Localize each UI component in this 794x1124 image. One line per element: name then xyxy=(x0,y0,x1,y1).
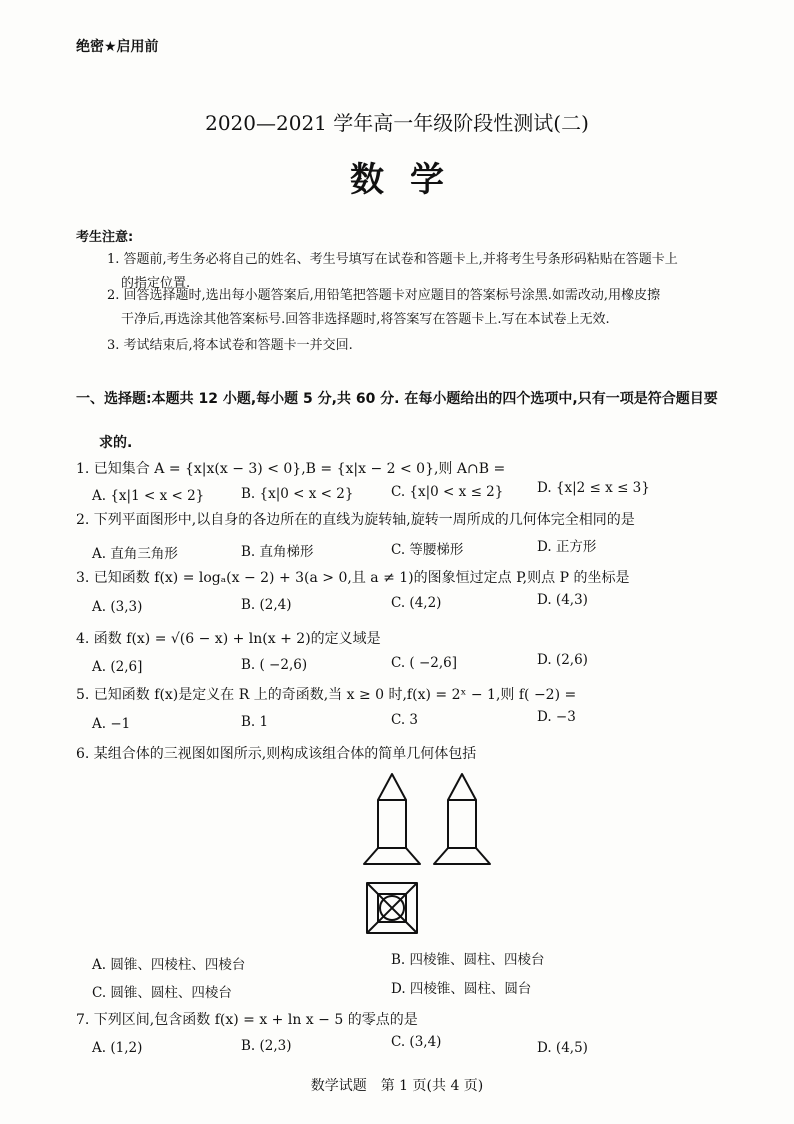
option-c: C. 圆锥、圆柱、四棱台 xyxy=(92,985,232,1001)
question-stem: 4. 函数 f(x) = √(6 − x) + ln(x + 2)的定义域是 xyxy=(76,631,381,647)
section-heading: 一、选择题:本题共 12 小题,每小题 5 分,共 60 分. 在每小题给出的四个选项中,只有一项是符合题目要 xyxy=(76,391,718,407)
subject-title: 数学 xyxy=(350,160,470,200)
option-d: D. −3 xyxy=(537,709,576,725)
question-stem: 5. 已知函数 f(x)是定义在 R 上的奇函数,当 x ≥ 0 时,f(x) = 2ˣ − 1,则 f( −2) = xyxy=(76,687,577,703)
option-c: C. 等腰梯形 xyxy=(391,542,464,558)
option-b: B. 直角梯形 xyxy=(241,544,314,560)
option-a: A. (1,2) xyxy=(92,1040,143,1056)
option-a: A. (3,3) xyxy=(92,599,143,615)
question-stem: 1. 已知集合 A = {x|x(x − 3) < 0},B = {x|x − 2 < 0},则 A∩B = xyxy=(76,461,506,477)
side-view xyxy=(434,774,490,864)
exam-title: 2020—2021 学年高一年级阶段性测试(二) xyxy=(205,111,589,135)
option-b: B. (2,3) xyxy=(241,1038,292,1054)
option-a: A. 圆锥、四棱柱、四棱台 xyxy=(92,957,246,973)
page-footer: 数学试题 第 1 页(共 4 页) xyxy=(310,1078,484,1094)
question-stem: 7. 下列区间,包含函数 f(x) = x + ln x − 5 的零点的是 xyxy=(76,1012,418,1028)
option-a: A. (2,6] xyxy=(92,659,143,675)
question-stem: 3. 已知函数 f(x) = logₐ(x − 2) + 3(a > 0,且 a ≠ 1)的图象恒过定点 P,则点 P 的坐标是 xyxy=(76,570,630,586)
option-c: C. (3,4) xyxy=(391,1034,442,1050)
top-view xyxy=(367,883,417,933)
notice-line: 干净后,再选涂其他答案标号.回答非选择题时,将答案写在答题卡上.写在本试卷上无效. xyxy=(121,312,610,327)
option-d: D. 正方形 xyxy=(537,539,597,555)
option-c: C. {x|0 < x ≤ 2} xyxy=(391,484,504,500)
option-b: B. 四棱锥、圆柱、四棱台 xyxy=(391,952,545,968)
option-c: C. ( −2,6] xyxy=(391,655,458,671)
notice-line: 的指定位置. xyxy=(121,276,191,291)
front-view xyxy=(364,774,420,864)
notice-line: 3. 考试结束后,将本试卷和答题卡一并交回. xyxy=(107,338,353,353)
option-c: C. (4,2) xyxy=(391,595,442,611)
option-a: A. 直角三角形 xyxy=(92,546,178,562)
option-c: C. 3 xyxy=(391,712,419,728)
notice-line: 1. 答题前,考生务必将自己的姓名、考生号填写在试卷和答题卡上,并将考生号条形码粘贴在答题卡上 xyxy=(107,252,678,267)
notice-heading: 考生注意: xyxy=(76,230,134,245)
question-stem: 6. 某组合体的三视图如图所示,则构成该组合体的简单几何体包括 xyxy=(76,746,477,762)
option-d: D. {x|2 ≤ x ≤ 3} xyxy=(537,480,650,496)
notice-line: 2. 回答选择题时,选出每小题答案后,用铅笔把答题卡对应题目的答案标号涂黑.如需改动,用橡皮擦 xyxy=(107,288,661,303)
section-heading-cont: 求的. xyxy=(99,435,133,451)
option-a: A. −1 xyxy=(92,716,131,732)
option-d: D. (4,5) xyxy=(537,1040,588,1056)
option-b: B. (2,4) xyxy=(241,597,292,613)
question-stem: 2. 下列平面图形中,以自身的各边所在的直线为旋转轴,旋转一周所成的几何体完全相同的是 xyxy=(76,512,635,528)
confidential-mark: 绝密★启用前 xyxy=(76,39,159,55)
option-b: B. 1 xyxy=(241,714,269,730)
option-b: B. ( −2,6) xyxy=(241,657,308,673)
option-d: D. 四棱锥、圆柱、圆台 xyxy=(391,981,532,997)
option-b: B. {x|0 < x < 2} xyxy=(241,486,354,502)
option-a: A. {x|1 < x < 2} xyxy=(92,488,205,504)
option-d: D. (4,3) xyxy=(537,592,588,608)
option-d: D. (2,6) xyxy=(537,652,588,668)
